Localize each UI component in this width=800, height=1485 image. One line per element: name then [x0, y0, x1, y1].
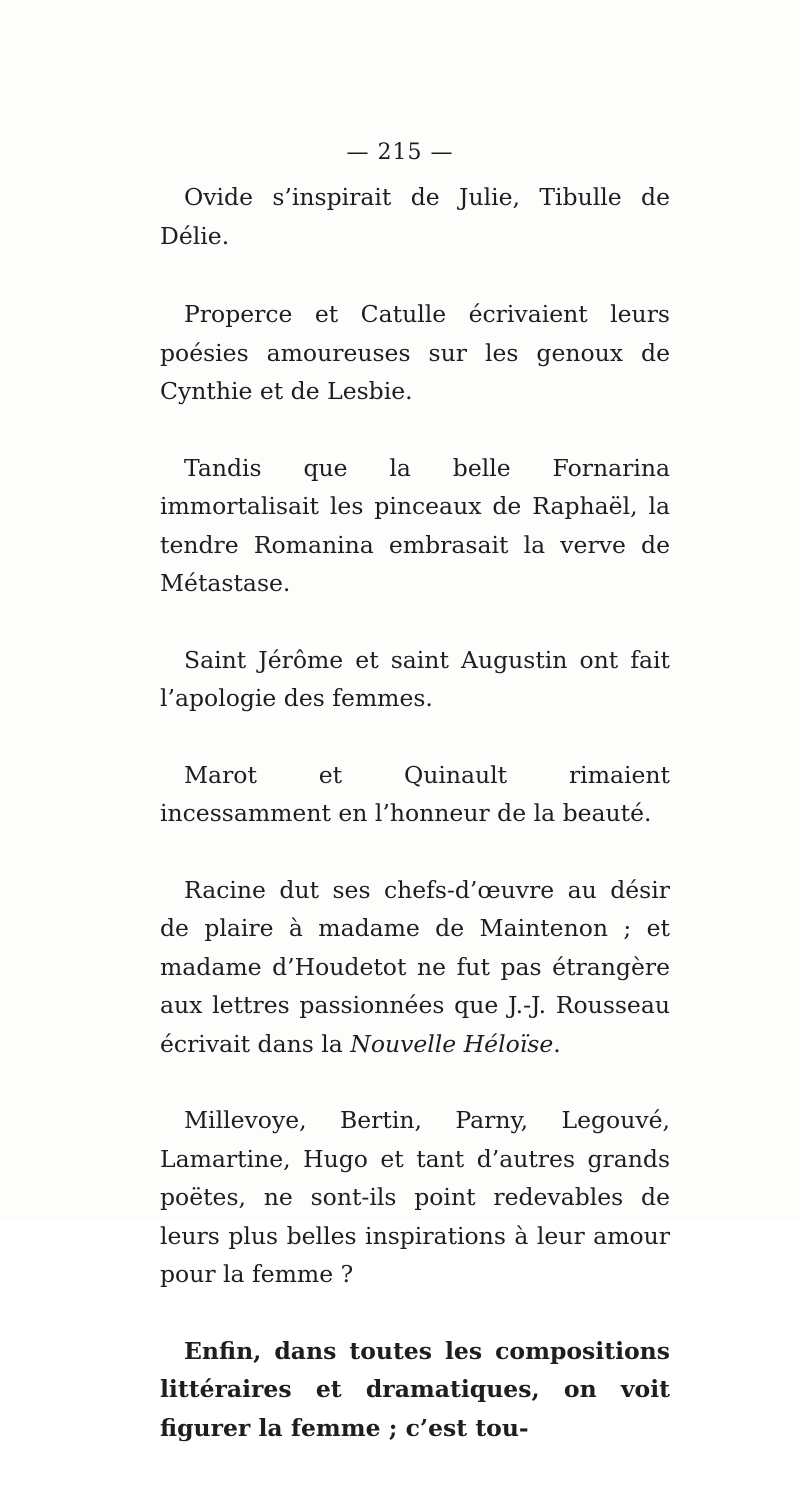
paragraph-marot: Marot et Quinault rimaient incessamment en l’honneur de la beauté.: [160, 760, 670, 827]
paragraph-racine-text: Racine dut ses chefs-d’œuvre au désir de plaire à madame de Maintenon ; et madame d’Houdetot ne fut pas étrangère aux lettres passionnées que J.-J. Rousseau écrivait dans la: [160, 875, 670, 1058]
text-column: [160, 178, 670, 1485]
paragraph-saint-jerome: Saint Jérôme et saint Augustin ont fait l’apologie des femmes.: [160, 645, 670, 712]
paragraph-properce: Properce et Catulle écrivaient leurs poésies amoureuses sur les genoux de Cynthie et de Lesbie.: [160, 300, 670, 405]
paragraph-ovide: Ovide s’inspirait de Julie, Tibulle de Délie.: [160, 183, 670, 250]
paragraph-racine: [160, 871, 670, 1064]
paragraph-tandis: Tandis que la belle Fornarina immortalisait les pinceaux de Raphaël, la tendre Romanina embrasait la verve de Métastase.: [160, 453, 670, 597]
page-number: — 215 —: [346, 140, 454, 165]
paragraph-millevoye: Millevoye, Bertin, Parny, Legouvé, Lamartine, Hugo et tant d’autres grands poëtes, ne sont-ils point redevables de leurs plus belles inspirations à leur amour pour la femme ?: [160, 1106, 670, 1288]
paragraph-racine-end: .: [553, 1029, 561, 1058]
paragraph-enfin: Enfin, dans toutes les compositions littéraires et dramatiques, on voit figurer la femme ; c’est tou-: [160, 1336, 670, 1442]
book-title-nouvelle-heloise: Nouvelle Héloïse: [350, 1029, 554, 1058]
